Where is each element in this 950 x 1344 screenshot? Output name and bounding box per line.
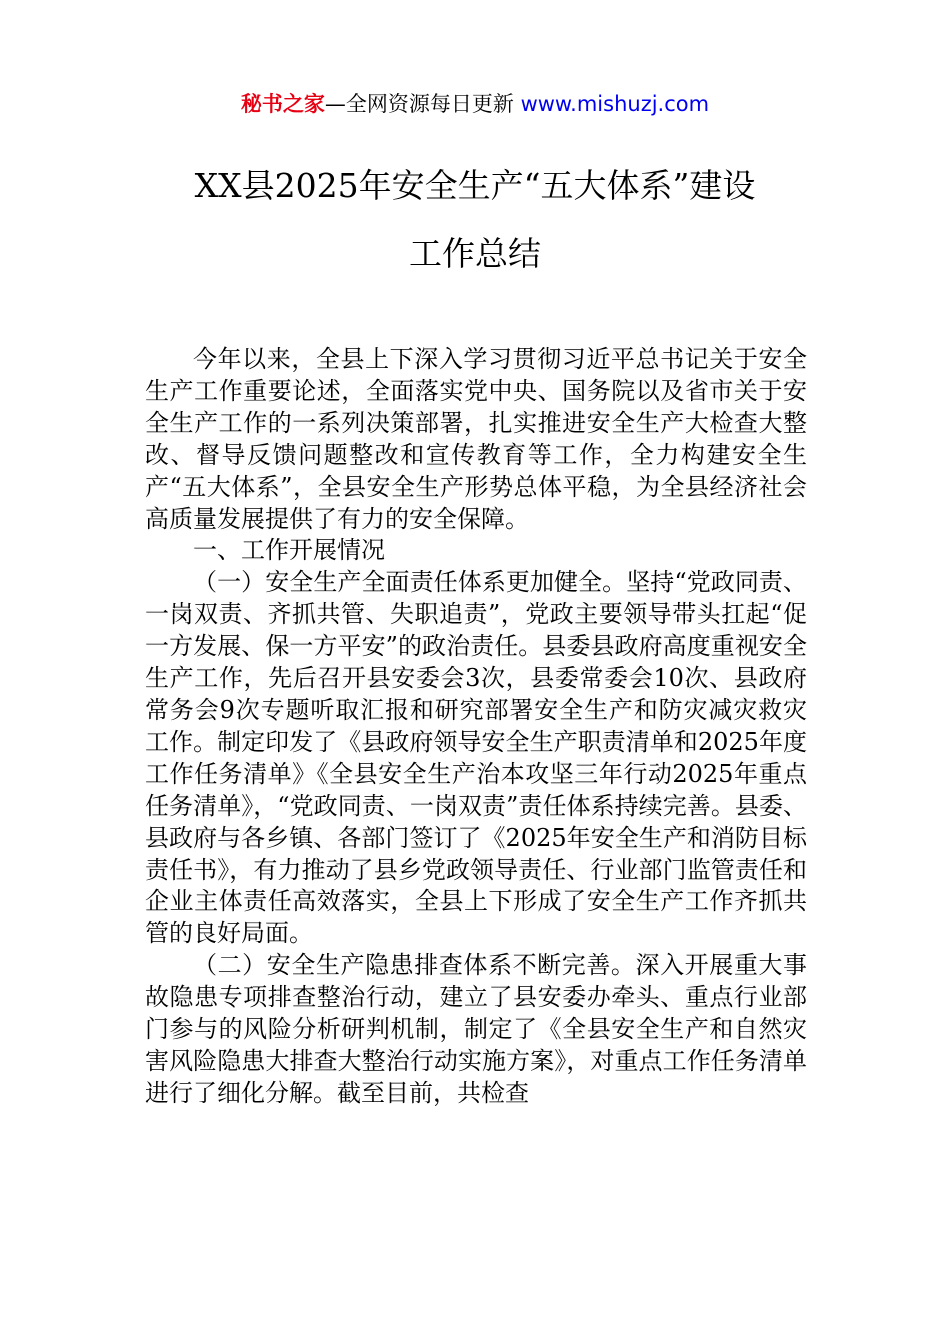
section-heading: 一、工作开展情况 bbox=[193, 536, 385, 565]
title-line-1: XX县2025年安全生产“五大体系”建设 bbox=[194, 166, 756, 205]
intro-paragraph: 今年以来，全县上下深入学习贯彻习近平总书记关于安全生产工作重要论述，全面落实党中央、国务院以及省市关于安全生产工作的一系列决策部署，扎实推进安全生产大检查大整改、督导反馈问题整改和宣传教育等工作，全力构建安全生产“五大体系”，全县安全生产形势总体平稳，为全县经济社会高质量发展提供了有力的安全保障。 bbox=[145, 345, 807, 533]
document-title bbox=[0, 158, 950, 282]
document-body bbox=[145, 344, 807, 1110]
site-tagline: —全网资源每日更新 bbox=[324, 92, 521, 116]
title-line-2: 工作总结 bbox=[409, 234, 541, 273]
body-paragraph: （一）安全生产全面责任体系更加健全。坚持“党政同责、一岗双责、齐抓共管、失职追责”，党政主要领导带头扛起“促一方发展、保一方平安”的政治责任。县委县政府高度重视安全生产工作，先后召开县安委会3次，县委常委会10次、县政府常务会9次专题听取汇报和研究部署安全生产和防灾减灾救灾工作。制定印发了《县政府领导安全生产职责清单和2025年度工作任务清单》《全县安全生产治本攻坚三年行动2025年重点任务清单》，“党政同责、一岗双责”责任体系持续完善。县委、县政府与各乡镇、各部门签订了《2025年安全生产和消防目标责任书》，有力推动了县乡党政领导责任、行业部门监管责任和企业主体责任高效落实，全县上下形成了安全生产工作齐抓共管的良好局面。 bbox=[145, 568, 807, 948]
body-paragraph: （二）安全生产隐患排查体系不断完善。深入开展重大事故隐患专项排查整治行动，建立了县安委办牵头、重点行业部门参与的风险分析研判机制，制定了《全县安全生产和自然灾害风险隐患大排查大整治行动实施方案》，对重点工作任务清单进行了细化分解。截至目前，共检查 bbox=[145, 951, 807, 1107]
site-brand: 秘书之家 bbox=[240, 92, 325, 116]
site-url-link[interactable]: www.mishuzj.com bbox=[520, 92, 710, 116]
site-header bbox=[0, 88, 950, 120]
